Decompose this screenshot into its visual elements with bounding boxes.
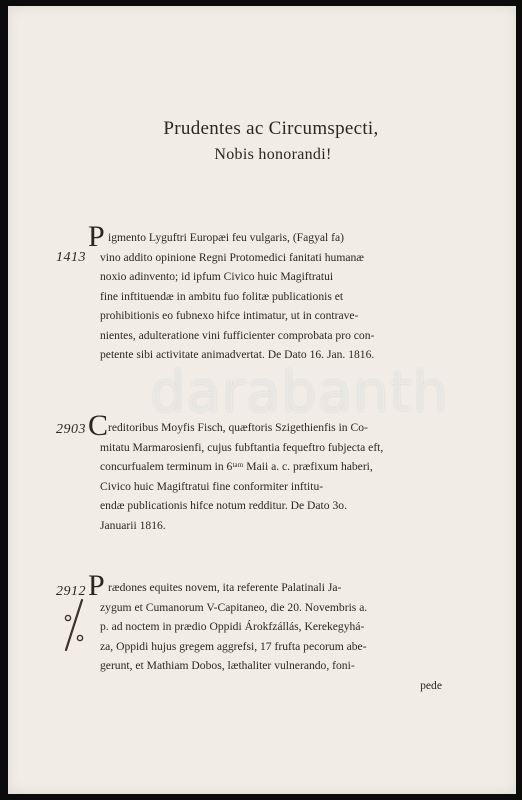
text-line: Civico huic Magiftratui fine conformiter inftitu- <box>100 479 324 493</box>
drop-cap: C <box>88 409 109 442</box>
text-line: petente sibi activitate animadvertat. De Dato 16. Jan. 1816. <box>100 348 375 361</box>
entry-number: 1413 <box>56 250 86 265</box>
text-line: gerunt, et Mathiam Dobos, læthaliter vulnerando, foni- <box>100 659 355 672</box>
drop-cap: P <box>88 220 105 253</box>
text-line: mitatu Marmarosienfi, cujus fubftantia fequeftro fubjecta eft, <box>100 440 384 454</box>
text-line: noxio adinvento; id ipfum Civico huic Magiftratui <box>100 270 334 283</box>
entry-text <box>100 228 442 365</box>
heading-line-1: Prudentes ac Circumspecti, <box>163 118 379 139</box>
entry-number: 2912 <box>56 584 86 599</box>
text-line: vino addito opinione Regni Protomedici fanitati humanæ <box>100 250 365 264</box>
drop-cap: P <box>88 569 105 602</box>
text-line: igmento Lyguftri Europæi feu vulgaris, (Fagyal fa) <box>108 231 345 244</box>
document-page <box>8 6 516 794</box>
text-line: Januarii 1816. <box>100 518 166 532</box>
entry-text <box>100 578 442 695</box>
text-line: rædones equites novem, ita referente Palatinali Ja- <box>108 581 342 594</box>
text-line: zygum et Cumanorum V-Capitaneo, die 20. Novembris a. <box>100 600 368 614</box>
text-line: prohibitionis eo fubnexo hifce intimatur, ut in contrave- <box>100 309 359 322</box>
catchword: pede <box>420 678 442 692</box>
handwritten-slash-mark <box>60 598 86 654</box>
heading-line-2: Nobis honorandi! <box>214 146 332 163</box>
text-line: p. ad noctem in prædio Oppidi Árokfzállás, Kerekegyhá- <box>100 620 365 633</box>
text-line: fine inftituendæ in ambitu fuo folitæ publicationis et <box>100 289 344 303</box>
letter-heading <box>8 118 516 164</box>
text-line: endæ publicationis hifce notum redditur. De Dato 3o. <box>100 499 347 512</box>
watermark: darabanth <box>150 360 450 425</box>
text-line: reditoribus Moyfis Fisch, quæftoris Szigethienfis in Co- <box>108 421 368 434</box>
entry-text <box>100 418 442 535</box>
text-line: concurfualem terminum in 6ᵗᵃᵐ Maii a. c. præfixum haberi, <box>100 460 373 473</box>
text-line: za, Oppidi hujus gregem aggrefsi, 17 frufta pecorum abe- <box>100 639 367 653</box>
text-line: nientes, adulteratione vini fufficienter comprobata pro con- <box>100 328 375 342</box>
entry-number: 2903 <box>56 422 86 437</box>
